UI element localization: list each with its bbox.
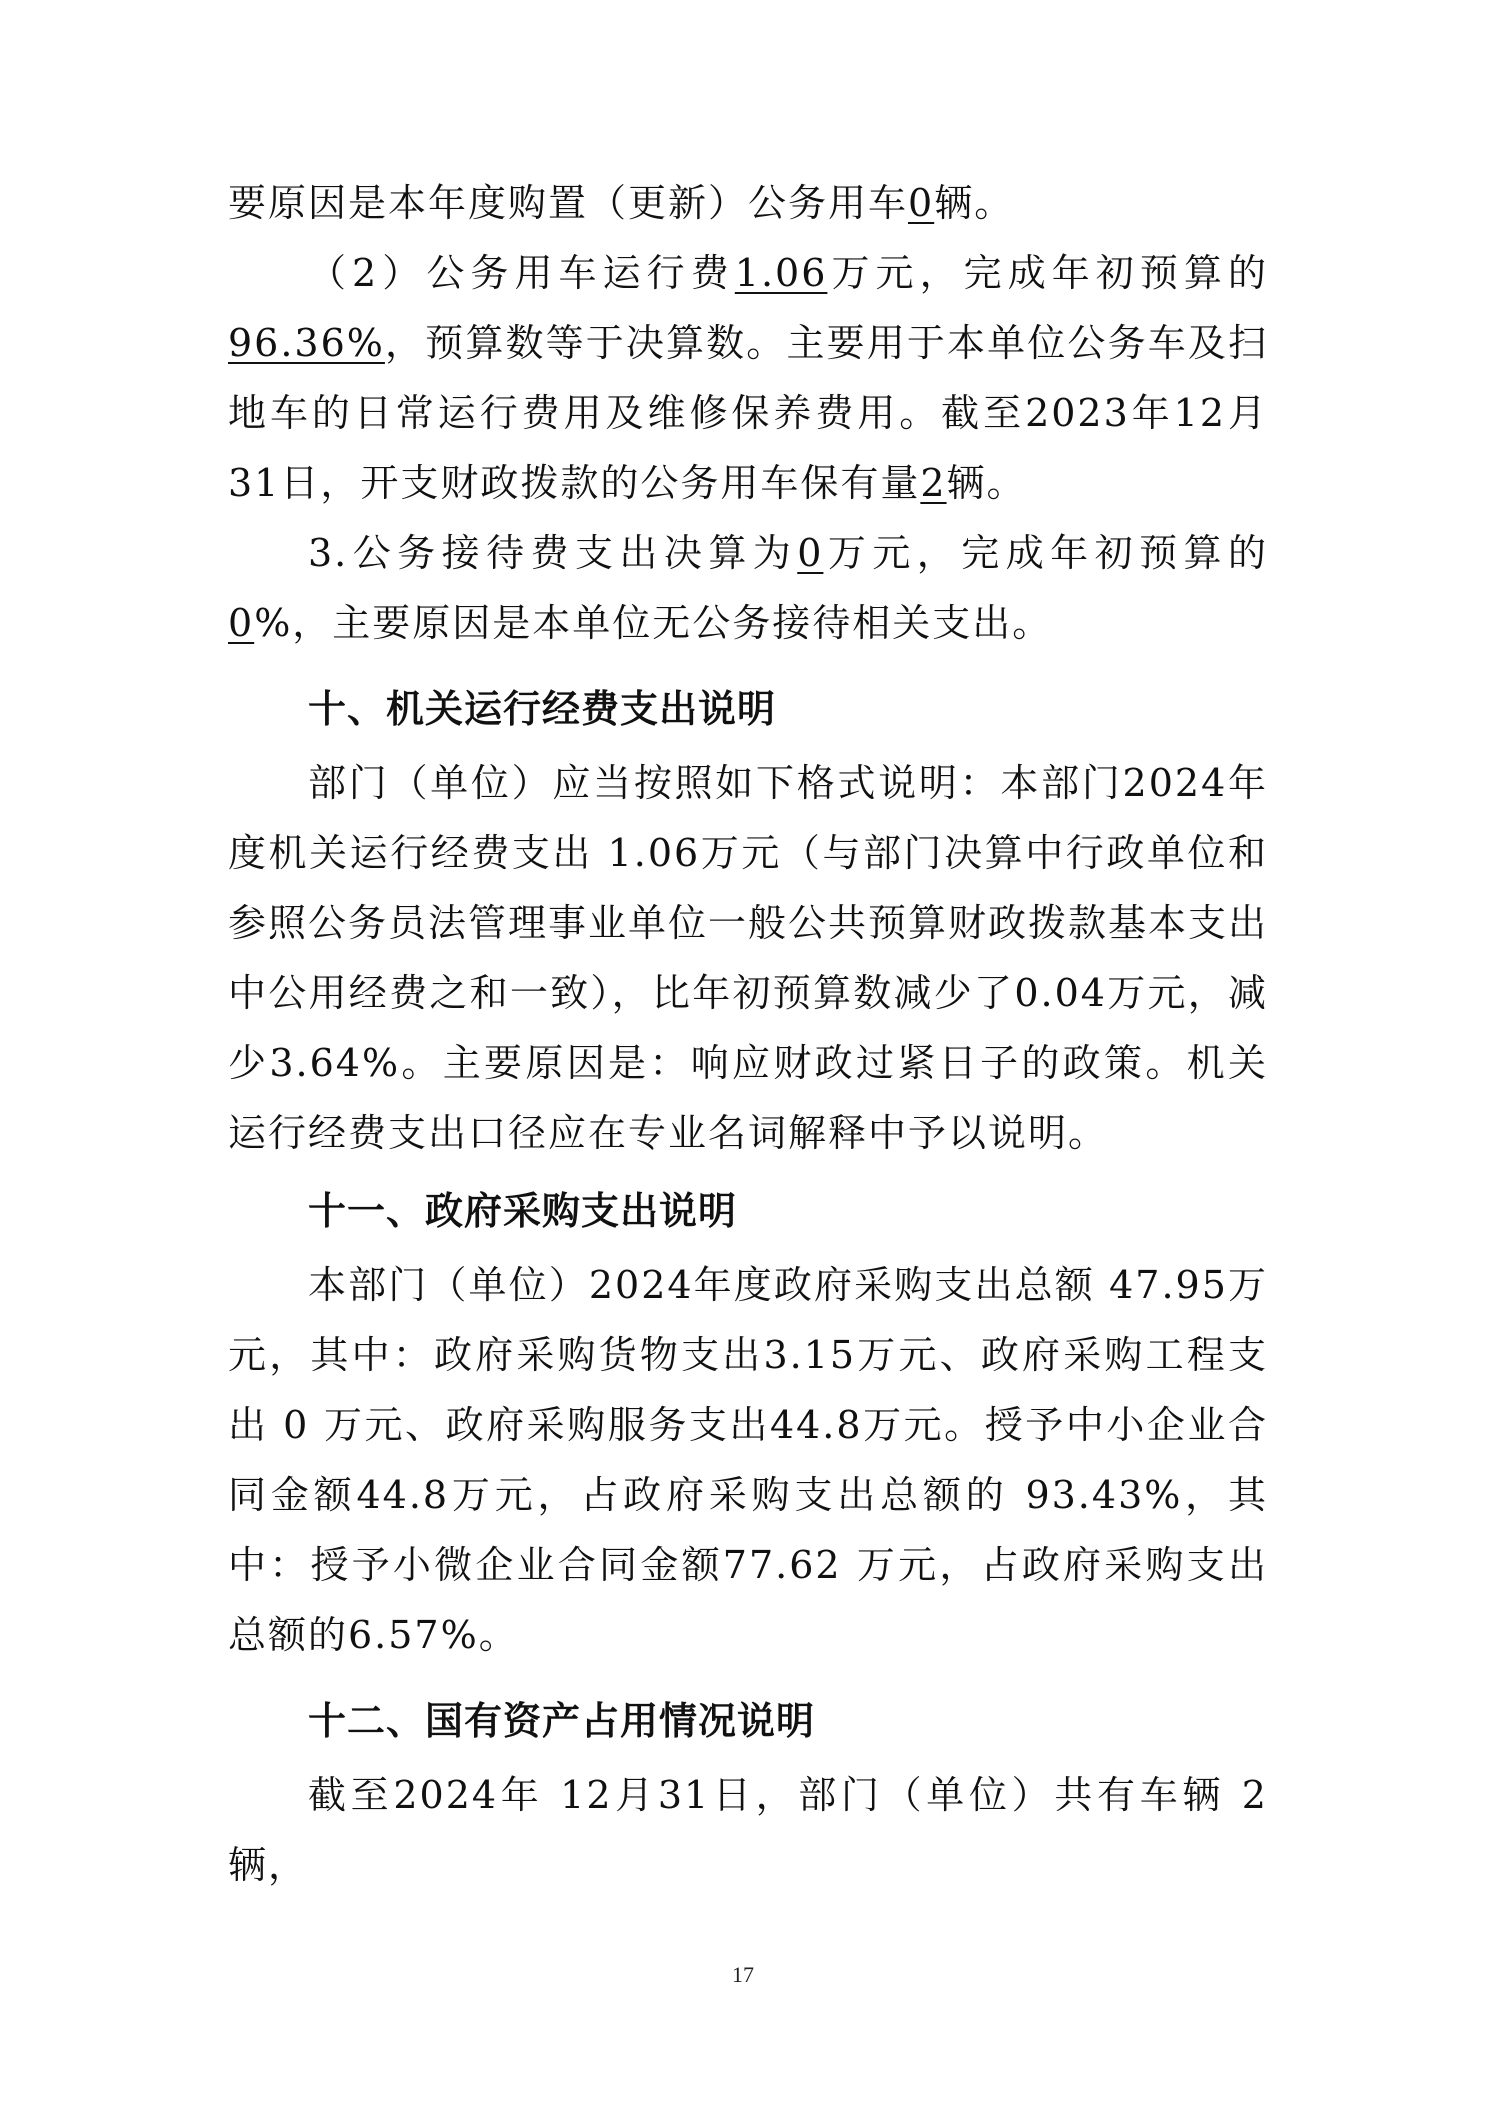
paragraph-reception-expense (228, 518, 1268, 658)
text-run: （2）公务用车运行费 (308, 251, 735, 295)
paragraph-operating-expenses: 部门（单位）应当按照如下格式说明：本部门2024年度机关运行经费支出 1.06万元（与部门决算中行政单位和参照公务员法管理事业单位一般公共预算财政拨款基本支出中公用经费之和一致），比年初预算数减少了0.04万元，减少3.64%。主要原因是：响应财政过紧日子的政策。机关运行经费支出口径应在专业名词解释中予以说明。 (228, 761, 1269, 1155)
paragraph-state-assets: 截至2024年 12月31日，部门（单位）共有车辆 2辆， (228, 1773, 1268, 1887)
section-heading-12: 十二、国有资产占用情况说明 (308, 1699, 816, 1743)
underlined-value: 0 (228, 601, 255, 645)
underlined-value: 1.06 (734, 251, 828, 295)
underlined-value: 0 (908, 181, 935, 225)
text-run: %，主要原因是本单位无公务接待相关支出。 (254, 601, 1053, 645)
text-run: 3.公务接待费支出决算为 (308, 531, 798, 575)
text-run: 辆。 (946, 461, 1027, 505)
document-body (228, 168, 1268, 1900)
page-number: 17 (732, 1962, 754, 1987)
paragraph-vehicle-operation (228, 238, 1268, 518)
underlined-value: 0 (797, 531, 824, 575)
underlined-value: 96.36% (228, 321, 385, 365)
text-run: 辆。 (934, 181, 1015, 225)
section-heading-11: 十一、政府采购支出说明 (308, 1189, 738, 1233)
section-heading-10: 十、机关运行经费支出说明 (308, 687, 777, 731)
underlined-value: 2 (920, 461, 947, 505)
text-run: ，预算数等于决算数。主要用于本单位公务车及扫地车的日常运行费用及维修保养费用。截至2023年12月31日，开支财政拨款的公务用车保有量 (228, 321, 1268, 505)
text-run: 要原因是本年度购置（更新）公务用车 (228, 181, 909, 225)
text-run: 万元，完成年初预算的 (823, 531, 1268, 575)
text-run: 万元，完成年初预算的 (827, 251, 1268, 295)
paragraph-vehicle-purchase (228, 168, 1268, 238)
paragraph-procurement: 本部门（单位）2024年度政府采购支出总额 47.95万元，其中：政府采购货物支出3.15万元、政府采购工程支出 0 万元、政府采购服务支出44.8万元。授予中小企业合同金额44.8万元，占政府采购支出总额的 93.43%，其中：授予小微企业合同金额77.62 万元，占政府采购支出总额的6.57%。 (228, 1263, 1268, 1657)
